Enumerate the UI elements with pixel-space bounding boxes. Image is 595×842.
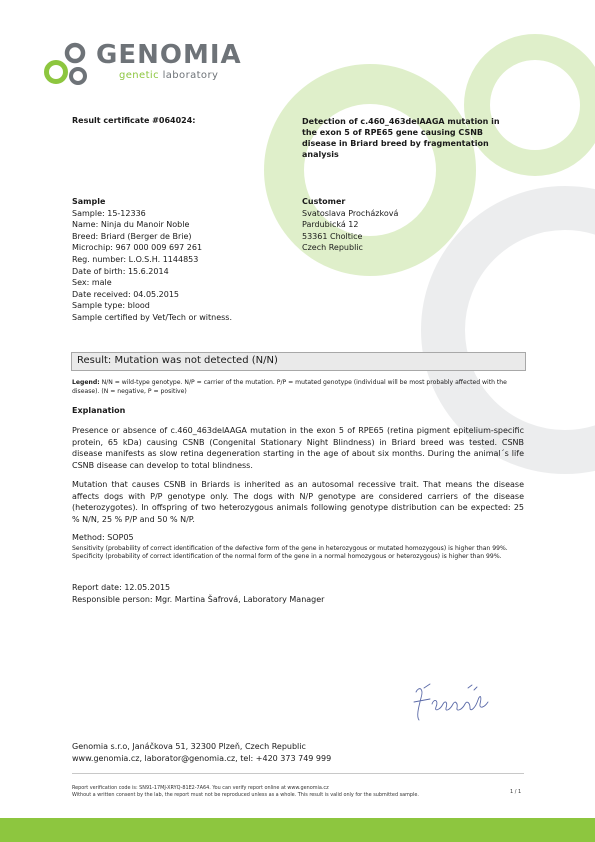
sample-name: Name: Ninja du Manoir Noble (72, 220, 190, 230)
genomia-logo-icon (42, 40, 92, 88)
brand-name: GENOMIA (96, 40, 242, 70)
test-title: Detection of c.460_463delAAGA mutation in the exon 5 of RPE65 gene causing CSNB disease in Briard breed by fragmentation analysis (302, 117, 500, 159)
report-info (72, 582, 324, 605)
explanation-paragraph-2: Mutation that causes CSNB in Briards is inherited as an autosomal recessive trait. That means the disease affects dogs with P/P genotype only. The dogs with N/P genotype are considered carriers of the disease (heterozygotes). In offspring of two heterozygous animals following genotype distribution can be expected: 25 % N/N, 25 % P/P and 50 % N/P. (72, 480, 524, 525)
sample-section (72, 196, 232, 324)
company-contacts: www.genomia.cz, laborator@genomia.cz, tel: +420 373 749 999 (72, 754, 332, 763)
responsible-person: Responsible person: Mgr. Martina Šafrová, Laboratory Manager (72, 594, 325, 604)
result-text: Result: Mutation was not detected (N/N) (77, 355, 278, 366)
disclaimer: Without a written consent by the lab, the report must not be reproduced unless as a whole. This result is valid only for the submitted sample. (72, 792, 419, 799)
footer-divider (72, 773, 524, 774)
method-label: Method: SOP05 (72, 533, 134, 542)
customer-name: Svatoslava Procházková (302, 208, 399, 218)
customer-country: Czech Republic (302, 243, 363, 253)
sample-breed: Breed: Briard (Berger de Brie) (72, 231, 192, 241)
sample-reg-number: Reg. number: L.O.S.H. 1144853 (72, 254, 199, 264)
customer-city: 53361 Choltice (302, 231, 363, 241)
sample-id: Sample: 15-12336 (72, 208, 146, 218)
explanation-heading: Explanation (72, 406, 126, 415)
sample-certified: Sample certified by Vet/Tech or witness. (72, 312, 233, 322)
sample-microchip: Microchip: 967 000 009 697 261 (72, 243, 203, 253)
customer-section (302, 196, 398, 254)
verification-code: Report verification code is: SN91-17MJ-XRYQ-81E2-7A64. You can verify report online at www.genomia.cz (72, 785, 329, 791)
footer-fine-print (72, 785, 512, 799)
footer-contacts (72, 741, 331, 765)
report-date: Report date: 12.05.2015 (72, 583, 171, 592)
sample-sex: Sex: male (72, 278, 112, 288)
bottom-green-band (0, 818, 595, 842)
sample-dob: Date of birth: 15.6.2014 (72, 266, 169, 276)
company-address: Genomia s.r.o, Janáčkova 51, 32300 Plzeň, Czech Republic (72, 742, 306, 751)
signature-image (410, 682, 492, 724)
sample-date-received: Date received: 04.05.2015 (72, 289, 180, 299)
customer-street: Pardubická 12 (302, 220, 359, 230)
brand-tagline: genetic laboratory (119, 70, 219, 81)
explanation-paragraph-1: Presence or absence of c.460_463delAAGA mutation in the exon 5 of RPE65 (retina pigment epitelium-specific protein, 65 kDa) causing CSNB (Congenital Stationary Night Blindness) in Briard breed was tested. CSNB disease manifests as slow retina degeneration starting in the age of about six months. During the animal´s life CSNB disease can develop to total blindness. (72, 426, 524, 471)
certificate-number: Result certificate #064024: (72, 116, 196, 125)
customer-heading: Customer (302, 197, 346, 206)
sensitivity-note: Sensitivity (probability of correct identification of the defective form of the gene in heterozygous or mutated homozygous) is higher than 99%. Specificity (probability of correct identification of the normal form of the gene in a normal homozygous or heterozygous) is higher than 99%. (72, 545, 508, 561)
legend: Legend: N/N = wild-type genotype. N/P = carrier of the mutation. P/P = mutated genotype (individual will be most probably affected with the disease). (N = negative, P = positive) (72, 379, 507, 395)
sample-type: Sample type: blood (72, 301, 150, 311)
sample-heading: Sample (72, 197, 106, 206)
page-number: 1 / 1 (510, 789, 522, 795)
